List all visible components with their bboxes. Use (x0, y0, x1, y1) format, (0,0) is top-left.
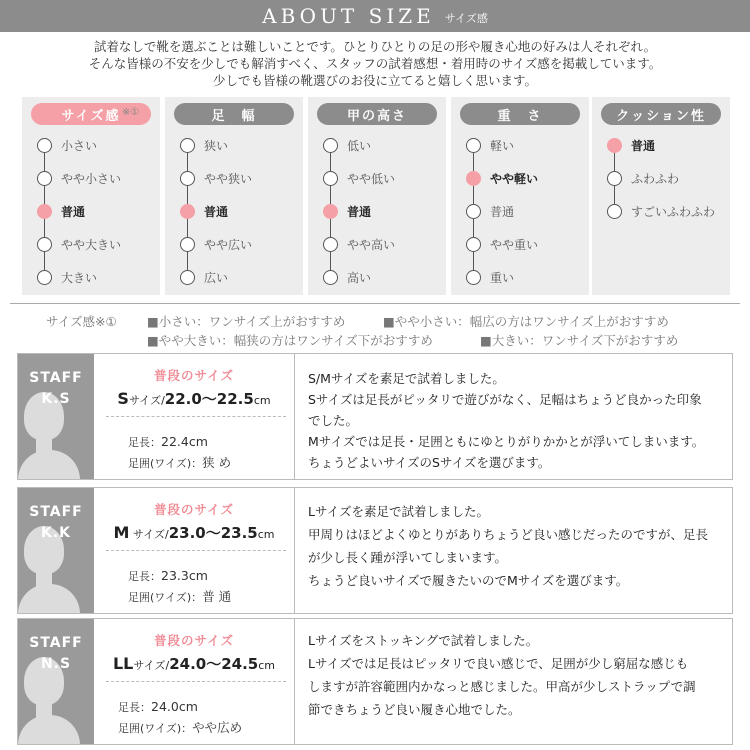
scale-instep-height (308, 97, 446, 295)
scale-option (37, 170, 121, 186)
radio-dot-icon (466, 270, 481, 285)
staff-avatar-panel (18, 619, 94, 744)
scale-option-selected (180, 203, 228, 219)
staff-name (18, 633, 94, 675)
radio-dot-icon (323, 138, 338, 153)
comment-line: Lサイズをストッキングで試着しました。 (308, 633, 539, 648)
page-title: ABOUT SIZE (262, 4, 435, 28)
scale-option-label: 大きい (61, 270, 98, 285)
scale-title: 足 幅 (174, 103, 294, 125)
scale-title: サイズ感 (31, 103, 151, 125)
width-label: 足囲(ワイズ)： (128, 457, 203, 470)
scale-option-label: やや大きい (61, 237, 122, 252)
staff-comment (308, 629, 732, 721)
length-label: 足長： (128, 436, 161, 449)
scale-option (466, 203, 514, 219)
size-unit: cm (253, 394, 271, 407)
staff-avatar-panel (18, 488, 94, 613)
scale-option-label: 高い (347, 270, 372, 285)
size-letter: M (113, 523, 130, 542)
usual-size-label: 普段のサイズ (153, 633, 234, 648)
scale-size-feel (22, 97, 160, 295)
avatar-shoulder (18, 450, 80, 479)
scale-option (323, 137, 371, 153)
staff-name (18, 502, 94, 544)
length-label: 足長： (118, 701, 151, 714)
width-label: 足囲(ワイズ)： (128, 591, 203, 604)
comment-line: Mサイズでは足長・足囲ともにゆとりがりかかとが浮いてしまいます。 (308, 434, 705, 449)
comment-line: Sサイズは足長がピッタリで遊びがなく、足幅はちょうど良かった印象 (308, 392, 702, 407)
scale-option-label: 普通 (490, 204, 515, 219)
scale-option (466, 236, 538, 252)
comment-line: でした。 (308, 413, 359, 428)
dashed-divider (106, 416, 286, 417)
scale-option-label: やや広い (204, 237, 253, 252)
legend-item: ■小さい：ワンサイズ上がおすすめ (147, 314, 346, 329)
intro-line: そんな皆様の不安を少しでも解消すべく、スタッフの試着感想・着用時のサイズ感を掲載しています。 (88, 56, 662, 71)
scale-option-label: 普通 (61, 204, 86, 219)
staff-avatar-panel (18, 354, 94, 479)
scale-option-selected (37, 203, 85, 219)
scale-option (466, 137, 514, 153)
intro-text (0, 38, 750, 89)
length-value: 24.0cm (151, 699, 198, 714)
usual-size-label: 普段のサイズ (153, 368, 234, 383)
dashed-divider (106, 550, 286, 551)
size-range: 22.0〜22.5 (164, 390, 254, 408)
scale-option-label: 小さい (61, 138, 98, 153)
scale-option-label: 低い (347, 138, 372, 153)
scale-option (607, 170, 679, 186)
scale-option-label: やや軽い (490, 171, 539, 186)
radio-dot-icon (323, 237, 338, 252)
scale-note: ※① (122, 107, 140, 118)
radio-dot-selected-icon (466, 171, 481, 186)
scale-option (37, 137, 97, 153)
staff-name-line: K.K (40, 525, 71, 541)
usual-size-label: 普段のサイズ (153, 502, 234, 517)
staff-name-line: N.S (40, 656, 72, 672)
length-value: 22.4cm (161, 434, 208, 449)
staff-name (18, 368, 94, 410)
comment-line: S/Mサイズを素足で試着しました。 (308, 371, 505, 386)
scale-option (180, 170, 252, 186)
staff-review-card (17, 618, 733, 745)
radio-dot-icon (37, 270, 52, 285)
scale-option-label: 重い (490, 270, 515, 285)
staff-size-info (94, 619, 294, 744)
radio-dot-icon (37, 138, 52, 153)
column-divider (294, 488, 295, 613)
staff-comment (308, 500, 732, 592)
staff-name-line: STAFF (29, 504, 83, 520)
width-value: 狭 め (202, 455, 232, 470)
scale-option-label: やや重い (490, 237, 539, 252)
comment-line: ちょうどよいサイズのSサイズを選びます。 (308, 455, 551, 470)
staff-comment (308, 368, 732, 473)
section-divider (10, 303, 740, 304)
scale-option-label: 普通 (347, 204, 372, 219)
legend-label: サイズ感※① (46, 314, 117, 329)
scale-option-selected (323, 203, 371, 219)
radio-dot-icon (180, 138, 195, 153)
size-word: サイズ/ (129, 528, 169, 541)
scale-option-label: 普通 (204, 204, 229, 219)
intro-line: 試着なしで靴を選ぶことは難しいことです。ひとりひとりの足の形や履き心地の好みは人それぞれ。 (93, 39, 657, 54)
scale-option (323, 269, 371, 285)
legend-item: ■大きい：ワンサイズ下がおすすめ (480, 333, 679, 348)
page-header (0, 0, 750, 32)
scale-option (607, 203, 715, 219)
radio-dot-selected-icon (37, 204, 52, 219)
width-label: 足囲(ワイズ)： (118, 722, 193, 735)
usual-size-value (94, 653, 294, 674)
staff-name-line: STAFF (29, 635, 83, 651)
radio-dot-icon (180, 171, 195, 186)
staff-review-card (17, 487, 733, 614)
scale-option-label: やや狭い (204, 171, 253, 186)
size-scales (22, 97, 730, 295)
length-label: 足長： (128, 570, 161, 583)
scale-title: クッション性 (601, 103, 721, 125)
comment-line: 節できちょうど良い履き心地でした。 (308, 702, 521, 717)
scale-option-label: やや小さい (61, 171, 122, 186)
scale-option (180, 269, 228, 285)
scale-option (466, 269, 514, 285)
scale-option (180, 137, 228, 153)
legend-item: ■やや小さい：幅広の方はワンサイズ上がおすすめ (383, 314, 669, 329)
comment-line: ちょうど良いサイズで履きたいのでMサイズを選びます。 (308, 573, 629, 588)
staff-size-info (94, 354, 294, 479)
scale-option (323, 170, 395, 186)
avatar-shoulder (18, 715, 80, 744)
size-letter: S (117, 389, 129, 408)
scale-option-label: やや高い (347, 237, 396, 252)
size-word: サイズ/ (128, 394, 165, 407)
radio-dot-icon (37, 237, 52, 252)
radio-dot-icon (607, 171, 622, 186)
scale-option-selected (466, 170, 538, 186)
scale-title: 重 さ (460, 103, 580, 125)
radio-dot-icon (37, 171, 52, 186)
comment-line: しますが許容範囲内かなっと感じました。甲高が少しストラップで調 (308, 679, 696, 694)
scale-option-label: ふわふわ (631, 171, 680, 186)
radio-dot-selected-icon (323, 204, 338, 219)
size-unit: cm (257, 528, 275, 541)
radio-dot-selected-icon (607, 138, 622, 153)
foot-measurements (128, 566, 231, 608)
scale-title: 甲の高さ (317, 103, 437, 125)
radio-dot-icon (466, 138, 481, 153)
radio-dot-icon (466, 237, 481, 252)
radio-dot-selected-icon (180, 204, 195, 219)
column-divider (294, 354, 295, 479)
legend-item: ■やや大きい：幅狭の方はワンサイズ下がおすすめ (147, 333, 433, 348)
size-letter: LL (112, 654, 134, 673)
radio-dot-icon (607, 204, 622, 219)
comment-line: が少し長く踵が浮いてしまいます。 (308, 550, 508, 565)
scale-foot-width (165, 97, 303, 295)
scale-option-label: やや低い (347, 171, 396, 186)
size-word: サイズ/ (133, 659, 170, 672)
radio-dot-icon (180, 237, 195, 252)
staff-size-info (94, 488, 294, 613)
scale-option-label: 軽い (490, 138, 515, 153)
size-unit: cm (258, 659, 275, 672)
scale-option (180, 236, 252, 252)
comment-line: Lサイズでは足長はピッタリで良い感じで、足囲が少し窮屈な感じも (308, 656, 689, 671)
staff-name-line: STAFF (29, 370, 83, 386)
dashed-divider (106, 681, 286, 682)
usual-size-value (94, 522, 294, 543)
scale-option-label: 広い (204, 270, 229, 285)
staff-review-card (17, 353, 733, 480)
page-subtitle: サイズ感 (444, 12, 488, 25)
comment-line: 甲周りはほどよくゆとりがありちょうど良い感じだったのですが、足長 (308, 527, 709, 542)
avatar-shoulder (18, 584, 80, 613)
foot-measurements (118, 697, 242, 739)
radio-dot-icon (180, 270, 195, 285)
staff-name-line: K.S (41, 391, 71, 407)
column-divider (294, 619, 295, 744)
intro-line: 少しでも皆様の靴選びのお役に立てると嬉しく思います。 (212, 73, 537, 88)
width-value: やや広め (192, 720, 243, 735)
scale-option (37, 236, 121, 252)
usual-size-value (94, 388, 294, 409)
scale-cushioning (592, 97, 730, 295)
radio-dot-icon (323, 171, 338, 186)
size-range: 24.0〜24.5 (169, 655, 259, 673)
foot-measurements (128, 432, 231, 474)
comment-line: Lサイズを素足で試着しました。 (308, 504, 489, 519)
radio-dot-icon (323, 270, 338, 285)
scale-option-label: 普通 (631, 138, 656, 153)
width-value: 普 通 (202, 589, 232, 604)
scale-option-selected (607, 137, 655, 153)
radio-dot-icon (466, 204, 481, 219)
scale-option (37, 269, 97, 285)
length-value: 23.3cm (161, 568, 208, 583)
scale-weight (451, 97, 589, 295)
scale-option (323, 236, 395, 252)
size-range: 23.0〜23.5 (168, 524, 258, 542)
scale-option-label: 狭い (204, 138, 229, 153)
scale-option-label: すごいふわふわ (631, 204, 716, 219)
